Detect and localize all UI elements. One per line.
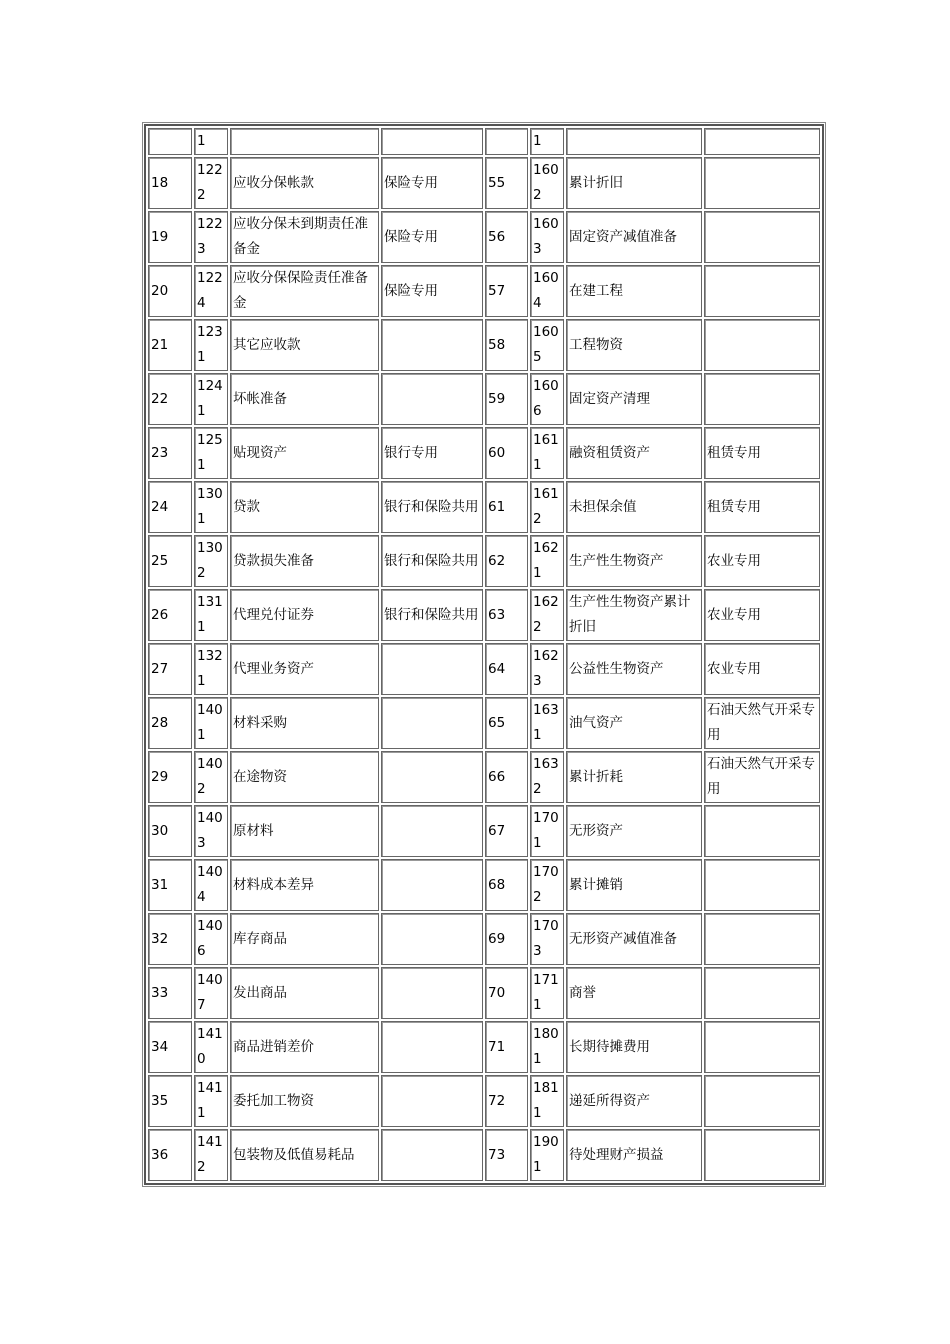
cell-name-right: 长期待摊费用: [566, 1021, 702, 1073]
cell-code-left: 1222: [194, 157, 228, 209]
cell-name-left: 贷款: [230, 481, 379, 533]
cell-seq-right: 68: [485, 859, 528, 911]
cell-code-left: 1411: [194, 1075, 228, 1127]
cell-seq-right: 58: [485, 319, 528, 371]
cell-name-left: 委托加工物资: [230, 1075, 379, 1127]
cell-name-right: 油气资产: [566, 697, 702, 749]
cell-note-right: [704, 211, 820, 263]
cell-note-left: 银行和保险共用: [381, 535, 483, 587]
cell-code-right: 1703: [530, 913, 564, 965]
cell-name-left: [230, 128, 379, 155]
cell-seq-right: 66: [485, 751, 528, 803]
cell-note-right: [704, 967, 820, 1019]
cell-seq-right: 67: [485, 805, 528, 857]
cell-code-left: 1404: [194, 859, 228, 911]
cell-code-right: 1701: [530, 805, 564, 857]
cell-note-right: [704, 1129, 820, 1181]
cell-seq-right: 59: [485, 373, 528, 425]
table-row: [148, 589, 820, 641]
cell-name-right: 无形资产: [566, 805, 702, 857]
cell-name-right: 固定资产清理: [566, 373, 702, 425]
cell-seq-left: 28: [148, 697, 192, 749]
cell-code-right: 1605: [530, 319, 564, 371]
cell-code-left: 1321: [194, 643, 228, 695]
cell-seq-left: 25: [148, 535, 192, 587]
cell-note-right: [704, 1075, 820, 1127]
cell-note-right: [704, 859, 820, 911]
accounts-table: [144, 124, 824, 1185]
cell-name-left: 材料成本差异: [230, 859, 379, 911]
cell-name-right: 商誉: [566, 967, 702, 1019]
cell-name-left: 发出商品: [230, 967, 379, 1019]
cell-code-left: 1241: [194, 373, 228, 425]
cell-note-left: 银行和保险共用: [381, 481, 483, 533]
cell-name-left: 应收分保保险责任准备金: [230, 265, 379, 317]
cell-note-right: [704, 805, 820, 857]
cell-name-right: 在建工程: [566, 265, 702, 317]
cell-name-right: 生产性生物资产累计折旧: [566, 589, 702, 641]
cell-note-right: 租赁专用: [704, 427, 820, 479]
cell-note-right: 农业专用: [704, 535, 820, 587]
cell-seq-left: 20: [148, 265, 192, 317]
cell-code-left: 1: [194, 128, 228, 155]
cell-name-left: 原材料: [230, 805, 379, 857]
cell-code-left: 1407: [194, 967, 228, 1019]
cell-code-left: 1403: [194, 805, 228, 857]
cell-seq-right: 63: [485, 589, 528, 641]
table-row: [148, 211, 820, 263]
cell-seq-left: [148, 128, 192, 155]
cell-name-left: 代理业务资产: [230, 643, 379, 695]
cell-name-right: 待处理财产损益: [566, 1129, 702, 1181]
cell-note-right: 石油天然气开采专用: [704, 751, 820, 803]
cell-name-left: 其它应收款: [230, 319, 379, 371]
cell-code-right: 1811: [530, 1075, 564, 1127]
cell-seq-left: 29: [148, 751, 192, 803]
cell-note-left: [381, 859, 483, 911]
cell-seq-right: 55: [485, 157, 528, 209]
cell-seq-right: 62: [485, 535, 528, 587]
cell-name-right: 融资租赁资产: [566, 427, 702, 479]
cell-code-right: 1: [530, 128, 564, 155]
cell-name-left: 应收分保帐款: [230, 157, 379, 209]
cell-code-right: 1612: [530, 481, 564, 533]
table-row: [148, 373, 820, 425]
cell-code-left: 1311: [194, 589, 228, 641]
cell-seq-right: 64: [485, 643, 528, 695]
cell-code-left: 1401: [194, 697, 228, 749]
cell-name-left: 应收分保未到期责任准备金: [230, 211, 379, 263]
cell-code-right: 1611: [530, 427, 564, 479]
cell-seq-right: 71: [485, 1021, 528, 1073]
cell-name-right: 无形资产减值准备: [566, 913, 702, 965]
cell-name-right: 递延所得资产: [566, 1075, 702, 1127]
table-row: [148, 535, 820, 587]
table-row: [148, 265, 820, 317]
cell-code-right: 1623: [530, 643, 564, 695]
cell-code-right: 1606: [530, 373, 564, 425]
cell-name-left: 贴现资产: [230, 427, 379, 479]
cell-code-left: 1402: [194, 751, 228, 803]
cell-seq-right: 61: [485, 481, 528, 533]
table-row: [148, 859, 820, 911]
cell-note-right: [704, 157, 820, 209]
cell-code-right: 1604: [530, 265, 564, 317]
table-row: [148, 697, 820, 749]
cell-note-right: [704, 319, 820, 371]
cell-name-left: 材料采购: [230, 697, 379, 749]
cell-seq-left: 18: [148, 157, 192, 209]
cell-note-left: 保险专用: [381, 157, 483, 209]
cell-note-right: [704, 1021, 820, 1073]
cell-code-left: 1301: [194, 481, 228, 533]
cell-name-left: 坏帐准备: [230, 373, 379, 425]
table-row: [148, 1021, 820, 1073]
table-row: [148, 1129, 820, 1181]
cell-code-left: 1251: [194, 427, 228, 479]
cell-code-right: 1711: [530, 967, 564, 1019]
cell-seq-left: 27: [148, 643, 192, 695]
cell-note-left: [381, 1021, 483, 1073]
cell-seq-left: 19: [148, 211, 192, 263]
cell-note-left: [381, 1129, 483, 1181]
cell-seq-left: 35: [148, 1075, 192, 1127]
cell-seq-right: 57: [485, 265, 528, 317]
cell-seq-left: 30: [148, 805, 192, 857]
cell-seq-left: 21: [148, 319, 192, 371]
cell-note-left: 保险专用: [381, 211, 483, 263]
cell-note-left: 银行专用: [381, 427, 483, 479]
table-row: [148, 805, 820, 857]
table-row: [148, 967, 820, 1019]
cell-code-left: 1412: [194, 1129, 228, 1181]
cell-seq-left: 24: [148, 481, 192, 533]
cell-code-right: 1801: [530, 1021, 564, 1073]
cell-name-right: 累计折耗: [566, 751, 702, 803]
cell-code-right: 1622: [530, 589, 564, 641]
cell-note-left: [381, 805, 483, 857]
cell-seq-left: 22: [148, 373, 192, 425]
cell-note-left: [381, 128, 483, 155]
cell-code-right: 1602: [530, 157, 564, 209]
table-body: [148, 128, 820, 1181]
cell-name-right: 公益性生物资产: [566, 643, 702, 695]
cell-code-left: 1224: [194, 265, 228, 317]
account-table-container: [144, 124, 820, 1185]
cell-seq-left: 34: [148, 1021, 192, 1073]
cell-name-right: 工程物资: [566, 319, 702, 371]
cell-name-left: 代理兑付证券: [230, 589, 379, 641]
cell-code-right: 1702: [530, 859, 564, 911]
cell-note-left: [381, 1075, 483, 1127]
table-row-continued: [148, 128, 820, 155]
table-row: [148, 481, 820, 533]
cell-code-left: 1406: [194, 913, 228, 965]
cell-code-right: 1632: [530, 751, 564, 803]
table-row: [148, 157, 820, 209]
table-row: [148, 1075, 820, 1127]
cell-seq-right: 72: [485, 1075, 528, 1127]
cell-code-left: 1231: [194, 319, 228, 371]
table-row: [148, 913, 820, 965]
cell-name-right: 未担保余值: [566, 481, 702, 533]
cell-note-left: [381, 373, 483, 425]
cell-note-right: [704, 373, 820, 425]
cell-code-right: 1603: [530, 211, 564, 263]
table-row: [148, 751, 820, 803]
cell-seq-right: 65: [485, 697, 528, 749]
cell-name-right: 固定资产减值准备: [566, 211, 702, 263]
cell-note-left: [381, 643, 483, 695]
cell-name-right: 累计折旧: [566, 157, 702, 209]
cell-code-right: 1631: [530, 697, 564, 749]
table-row: [148, 319, 820, 371]
cell-note-left: [381, 913, 483, 965]
cell-seq-right: 60: [485, 427, 528, 479]
cell-name-left: 商品进销差价: [230, 1021, 379, 1073]
cell-seq-right: 56: [485, 211, 528, 263]
cell-note-left: [381, 967, 483, 1019]
cell-name-left: 在途物资: [230, 751, 379, 803]
cell-seq-left: 36: [148, 1129, 192, 1181]
cell-name-right: [566, 128, 702, 155]
cell-seq-left: 32: [148, 913, 192, 965]
cell-code-left: 1410: [194, 1021, 228, 1073]
cell-name-right: 累计摊销: [566, 859, 702, 911]
cell-code-left: 1302: [194, 535, 228, 587]
cell-seq-left: 23: [148, 427, 192, 479]
cell-note-right: [704, 265, 820, 317]
cell-seq-right: 70: [485, 967, 528, 1019]
cell-note-left: [381, 319, 483, 371]
cell-code-right: 1621: [530, 535, 564, 587]
cell-name-right: 生产性生物资产: [566, 535, 702, 587]
cell-seq-right: 69: [485, 913, 528, 965]
cell-name-left: 贷款损失准备: [230, 535, 379, 587]
cell-note-right: 农业专用: [704, 643, 820, 695]
cell-seq-right: 73: [485, 1129, 528, 1181]
cell-note-right: [704, 913, 820, 965]
table-row: [148, 643, 820, 695]
cell-code-right: 1901: [530, 1129, 564, 1181]
cell-note-left: [381, 751, 483, 803]
cell-note-right: 石油天然气开采专用: [704, 697, 820, 749]
cell-seq-left: 31: [148, 859, 192, 911]
cell-name-left: 库存商品: [230, 913, 379, 965]
cell-note-left: 银行和保险共用: [381, 589, 483, 641]
cell-note-right: 农业专用: [704, 589, 820, 641]
cell-seq-left: 33: [148, 967, 192, 1019]
cell-note-right: [704, 128, 820, 155]
table-row: [148, 427, 820, 479]
cell-note-right: 租赁专用: [704, 481, 820, 533]
cell-seq-right: [485, 128, 528, 155]
cell-note-left: [381, 697, 483, 749]
cell-seq-left: 26: [148, 589, 192, 641]
cell-note-left: 保险专用: [381, 265, 483, 317]
cell-code-left: 1223: [194, 211, 228, 263]
cell-name-left: 包装物及低值易耗品: [230, 1129, 379, 1181]
